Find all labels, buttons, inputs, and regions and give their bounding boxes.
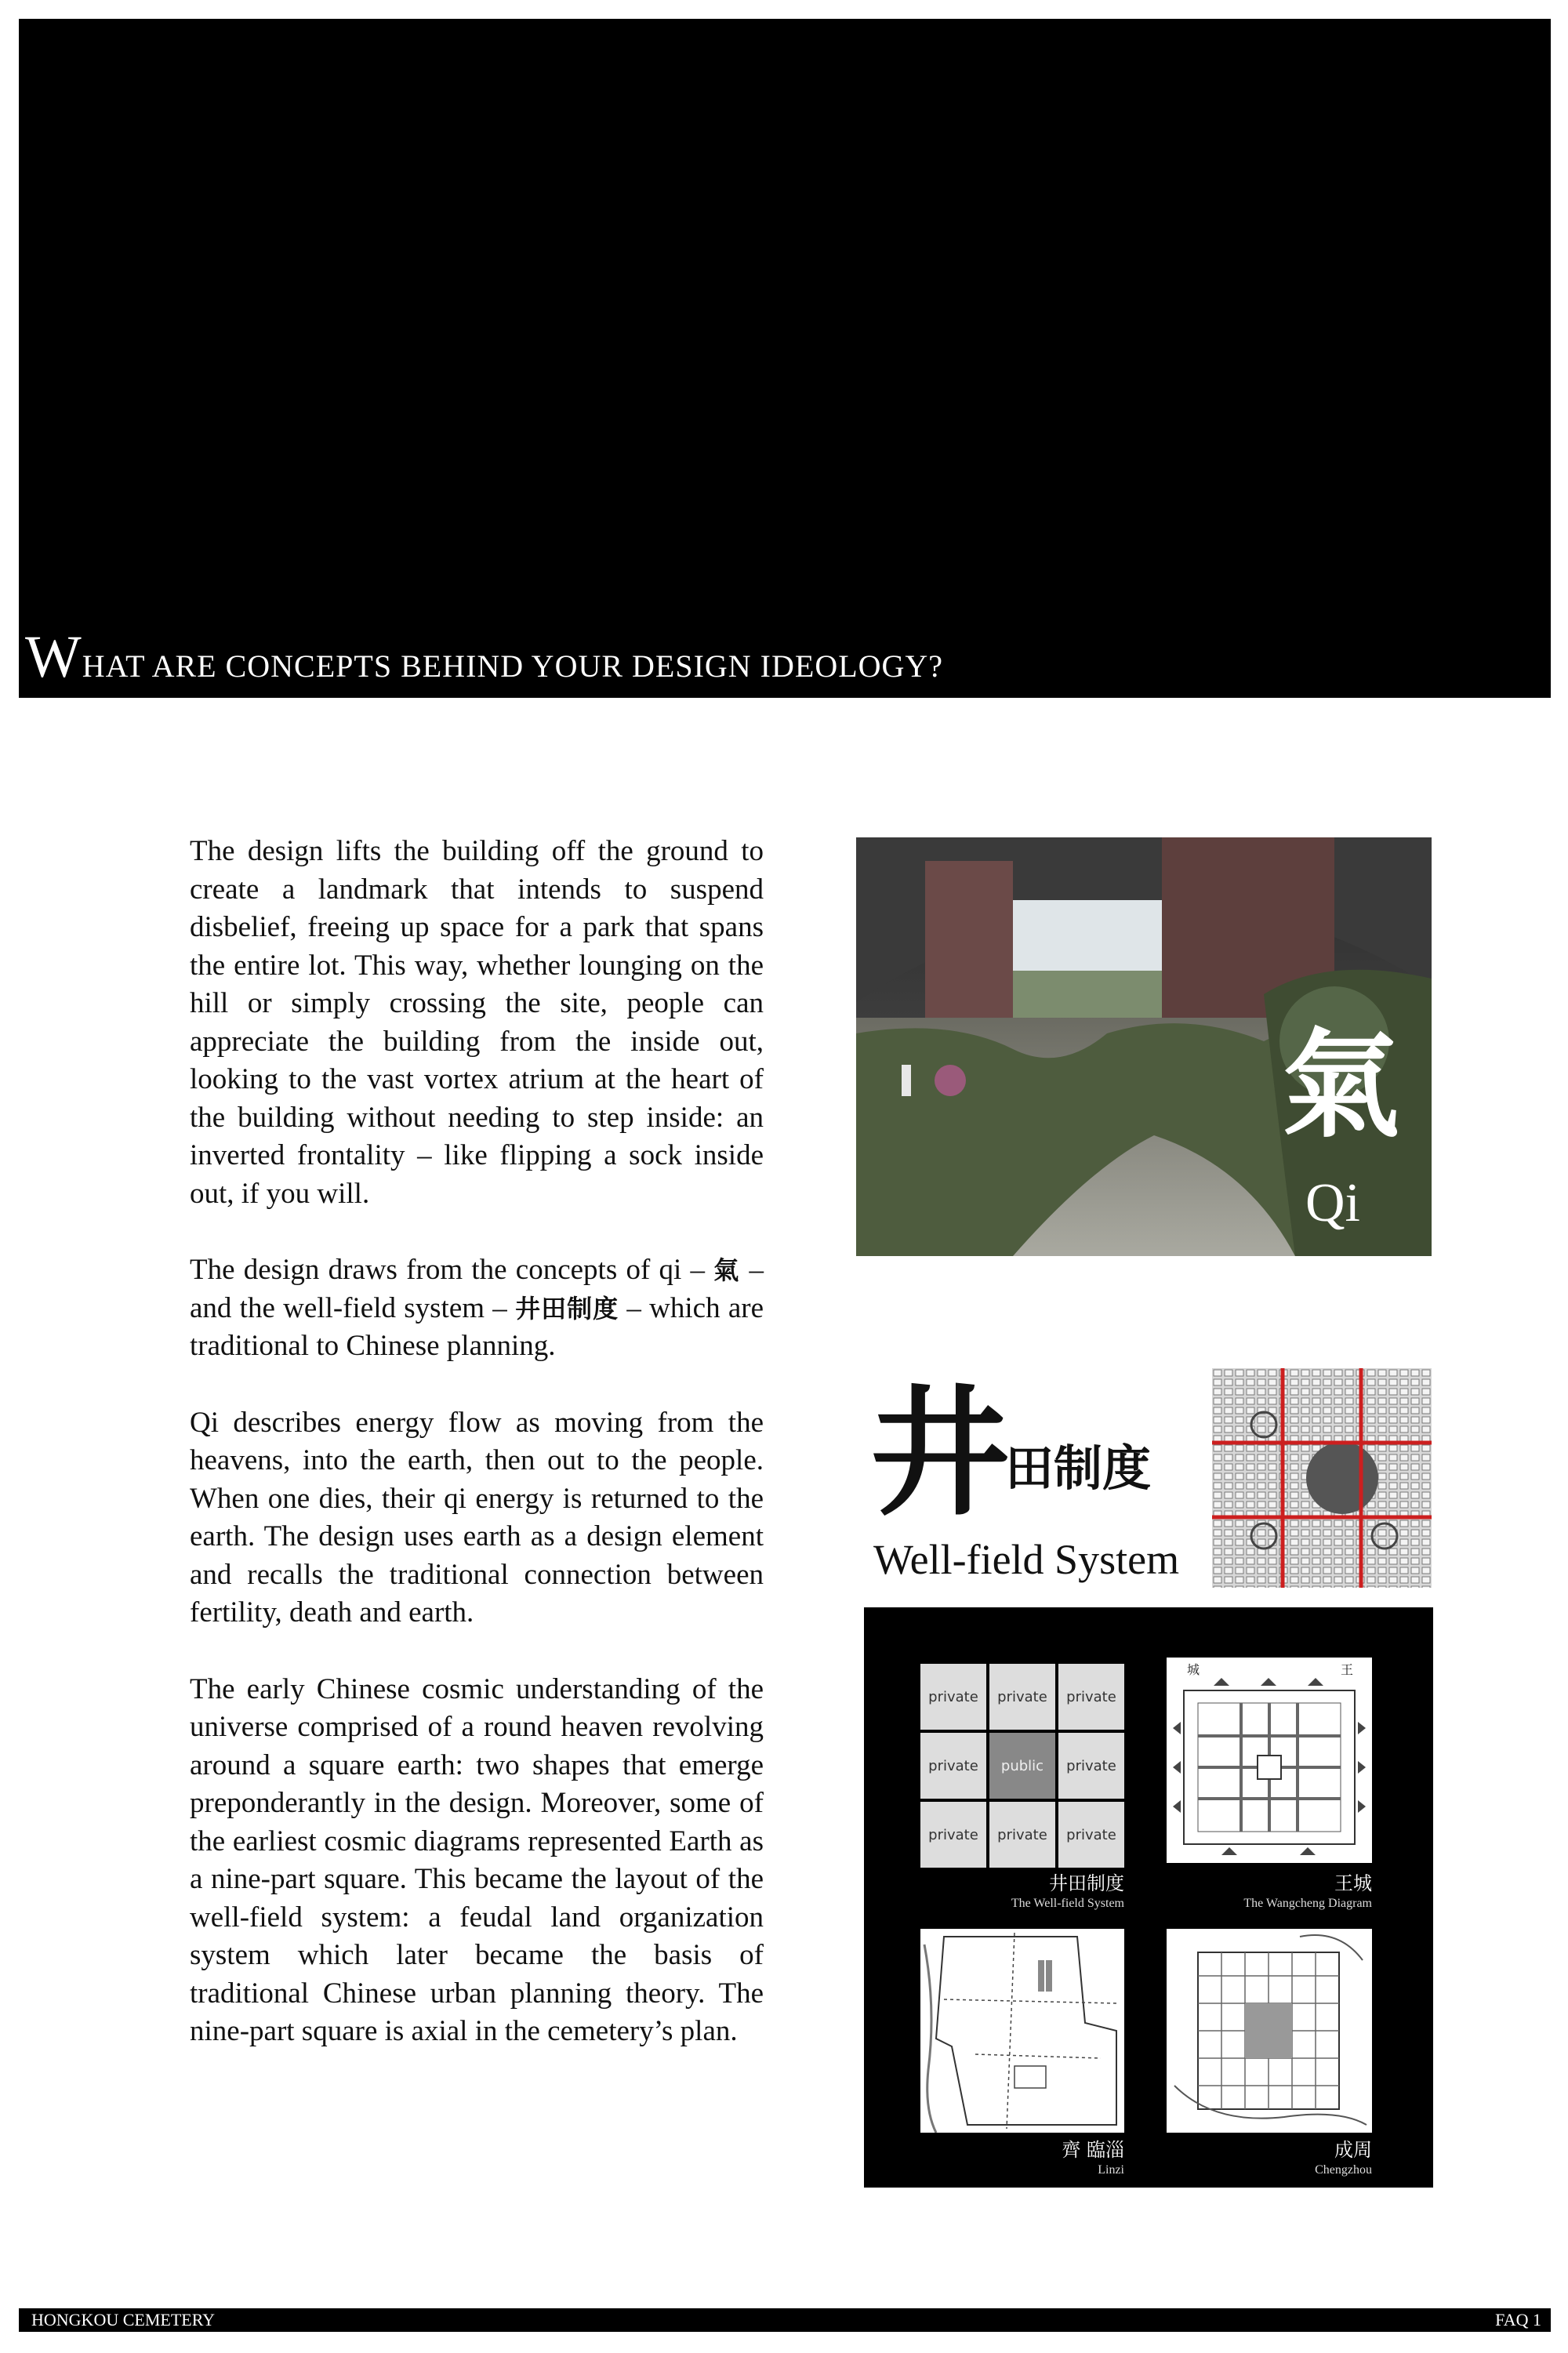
wangcheng-caption-cn: 王城 [1334,1872,1372,1894]
grid-cell: private [920,1802,986,1868]
qi-char-inline: 氣 [713,1255,741,1285]
grid-cell-public: public [989,1733,1055,1799]
chengzhou-caption-cn: 成周 [1334,2139,1372,2161]
paragraph-2-b: – and the well-field system – [190,1254,764,1324]
chengzhou-caption-en: Chengzhou [1315,2163,1372,2177]
grid-cell: private [920,1733,986,1799]
grid-cell: private [1058,1664,1124,1730]
grid-cell: private [1058,1733,1124,1799]
wangcheng-seal-left: 城 [1187,1662,1200,1677]
header-banner [19,19,1551,698]
wellfield-small-characters: 田制度 [1005,1440,1152,1497]
grid-cell: private [989,1802,1055,1868]
title-initial: W [25,624,82,690]
body-text [190,833,764,2090]
paragraph-4: The early Chinese cosmic understanding of the universe comprised of a round heaven revolving around a square earth: two shapes that emerge preponderantly in the design. Moreover, some of the earliest cosmic diagrams represented Earth as a nine-part square. This became the layout of the well-field system: a feudal land organization system which later became the basis of traditional Chinese urban planning theory. The nine-part square is axial in the cemetery’s plan. [190,1672,764,2047]
diagram-panel [864,1607,1433,2188]
grid-cell: private [920,1664,986,1730]
wellfield-caption-cn: 井田制度 [1049,1872,1124,1894]
footer-project-name: HONGKOU CEMETERY [31,2310,216,2329]
wangcheng-caption-en: The Wangcheng Diagram [1243,1897,1372,1910]
paragraph-3: Qi describes energy flow as moving from the heavens, into the earth, then out to the people. When one dies, their qi energy is returned to the earth. The design uses earth as a design element and recalls the traditional connection between fertility, death and earth. [190,1406,764,1629]
linzi-map [920,1929,1124,2133]
paragraph-2 [190,1251,764,1366]
wellfield-label: Well-field System [873,1536,1180,1583]
footer-page-label: FAQ 1 [1495,2310,1541,2329]
wangcheng-seal-right: 王 [1341,1662,1354,1677]
paragraph-2-c: – which are traditional to Chinese planning. [190,1291,764,1362]
wellfield-site-plan [1212,1368,1432,1588]
paragraph-1: The design lifts the building off the ground to create a landmark that intends to suspend disbelief, freeing up space for a park that spans the entire lot. This way, whether lounging on the hill or simply crossing the site, people can appreciate the building from the inside out, looking to the vast vortex atrium at the heart of the building without needing to step inside: an inverted frontality – like flipping a sock inside out, if you will. [190,835,764,1210]
qi-character: 氣 [1281,1018,1399,1154]
linzi-caption-en: Linzi [1098,2163,1124,2177]
wellfield-big-character: 井 [870,1372,1010,1534]
linzi-caption-cn: 齊 臨淄 [1062,2139,1124,2161]
wangcheng-diagram [1167,1658,1372,1863]
paragraph-2-a: The design draws from the concepts of qi – [190,1254,706,1286]
qi-label: Qi [1305,1173,1360,1233]
wellfield-caption-en: The Well-field System [1011,1897,1124,1910]
page-title [25,624,944,690]
chengzhou-map [1167,1929,1372,2133]
title-rest: HAT ARE CONCEPTS BEHIND YOUR DESIGN IDEOLOGY? [82,648,944,684]
grid-cell: private [989,1664,1055,1730]
wellfield-chars-inline: 井田制度 [515,1293,619,1324]
footer-bar [19,2308,1551,2332]
grid-cell: private [1058,1802,1124,1868]
